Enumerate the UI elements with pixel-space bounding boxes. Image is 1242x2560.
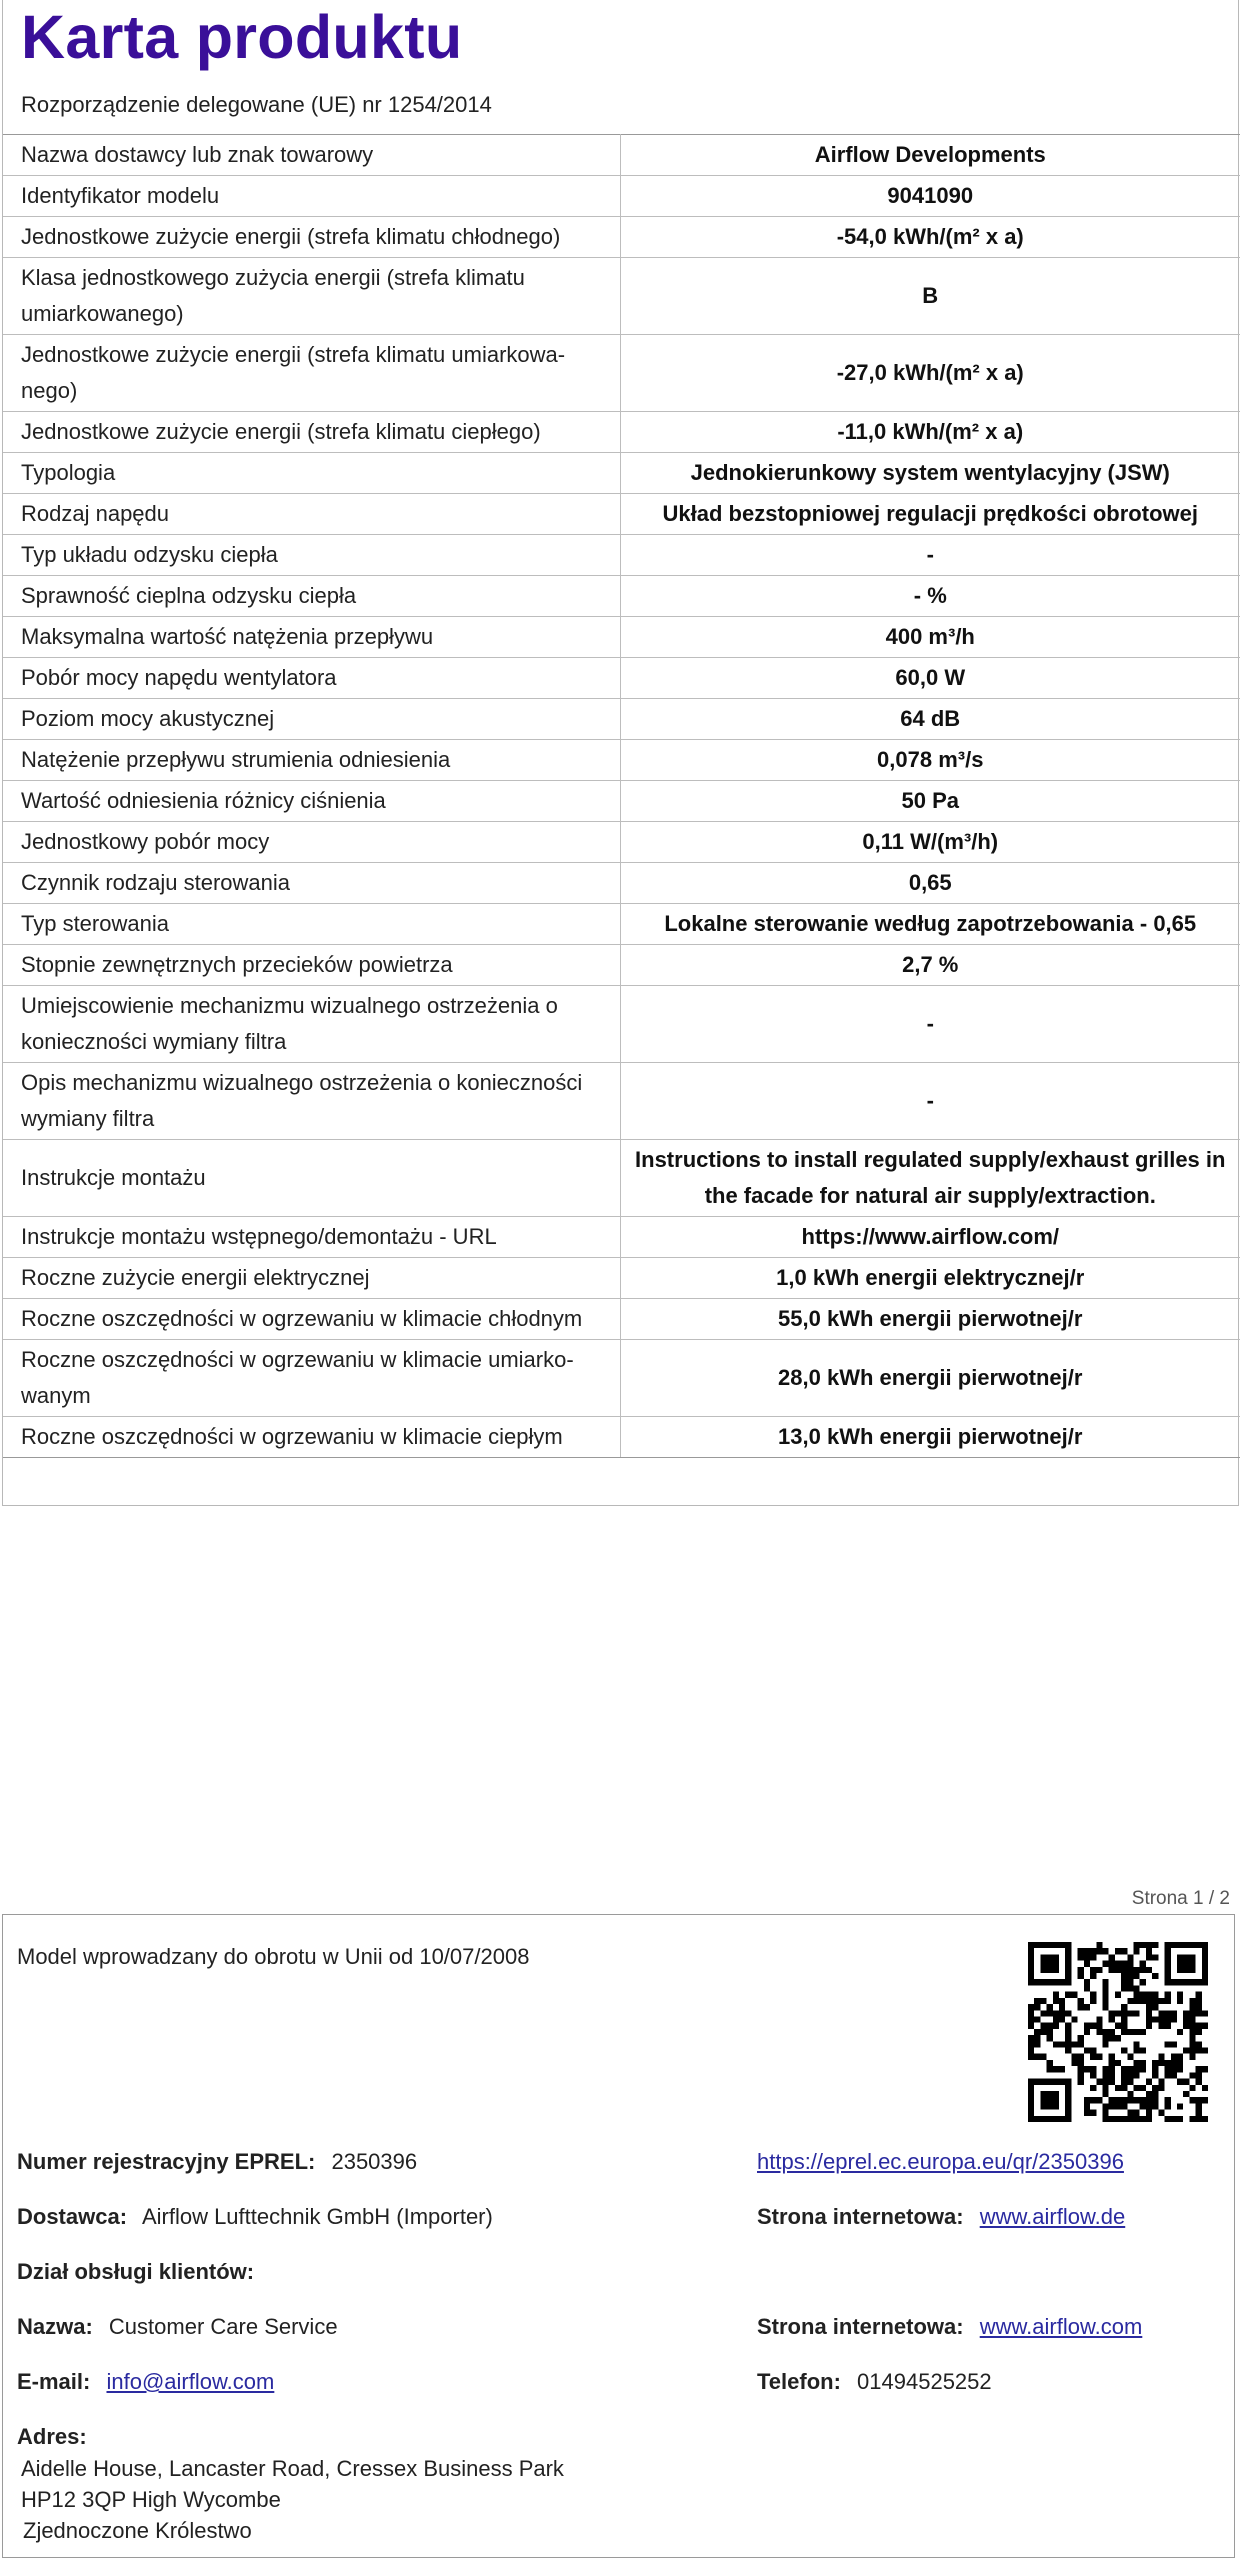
row-label: Jednostkowe zużycie energii (strefa klimatu umiarkowa-nego) [3, 335, 620, 412]
row-label: Jednostkowe zużycie energii (strefa klimatu chłodnego) [3, 217, 620, 258]
row-value: Jednokierunkowy system wentylacyjny (JSW) [620, 453, 1240, 494]
table-row [3, 335, 1240, 412]
name-label: Nazwa: [17, 2314, 93, 2339]
eprel-link[interactable]: https://eprel.ec.europa.eu/qr/2350396 [757, 2149, 1124, 2174]
page-title: Karta produktu [21, 3, 463, 71]
table-row [3, 986, 1240, 1063]
supplier-label: Dostawca: [17, 2204, 128, 2229]
table-row [3, 258, 1240, 335]
table-row [3, 1217, 1240, 1258]
cs-website-row [757, 2314, 1142, 2340]
table-row [3, 1063, 1240, 1140]
cs-name: Customer Care Service [108, 2314, 338, 2339]
row-value: B [620, 258, 1240, 335]
row-value: 9041090 [620, 176, 1240, 217]
row-value: 50 Pa [620, 781, 1240, 822]
row-label: Stopnie zewnętrznych przecieków powietrza [3, 945, 620, 986]
supplier-name: Airflow Lufttechnik GmbH (Importer) [141, 2204, 493, 2229]
website-label: Strona internetowa: [757, 2314, 964, 2339]
email-label: E-mail: [17, 2369, 91, 2394]
email-row [17, 2369, 274, 2395]
table-row [3, 904, 1240, 945]
row-value: 0,078 m³/s [620, 740, 1240, 781]
row-value: Lokalne sterowanie według zapotrzebowania - 0,65 [620, 904, 1240, 945]
table-row [3, 217, 1240, 258]
eprel-number: 2350396 [331, 2149, 418, 2174]
row-label: Jednostkowe zużycie energii (strefa klimatu ciepłego) [3, 412, 620, 453]
row-value: Układ bezstopniowej regulacji prędkości obrotowej [620, 494, 1240, 535]
table-row [3, 658, 1240, 699]
table-row [3, 535, 1240, 576]
row-label: Typologia [3, 453, 620, 494]
row-label: Maksymalna wartość natężenia przepływu [3, 617, 620, 658]
product-sheet [2, 0, 1239, 1506]
row-label: Roczne oszczędności w ogrzewaniu w klimacie umiarko-wanym [3, 1340, 620, 1417]
spec-table [3, 134, 1240, 1458]
table-row [3, 412, 1240, 453]
table-row [3, 1299, 1240, 1340]
supplier-website-row [757, 2204, 1125, 2230]
row-value: - [620, 986, 1240, 1063]
row-value: 0,11 W/(m³/h) [620, 822, 1240, 863]
phone-number: 01494525252 [857, 2369, 992, 2394]
table-row [3, 1340, 1240, 1417]
address-label: Adres: [17, 2424, 87, 2449]
table-row [3, 781, 1240, 822]
table-row [3, 1417, 1240, 1458]
eprel-row [17, 2149, 417, 2175]
row-value: 1,0 kWh energii elektrycznej/r [620, 1258, 1240, 1299]
row-label: Natężenie przepływu strumienia odniesienia [3, 740, 620, 781]
table-row [3, 740, 1240, 781]
row-label: Klasa jednostkowego zużycia energii (strefa klimatu umiarkowanego) [3, 258, 620, 335]
table-row [3, 576, 1240, 617]
row-value: https://www.airflow.com/ [620, 1217, 1240, 1258]
row-value: Instructions to install regulated supply/exhaust grilles in the facade for natural air supply/extraction. [620, 1140, 1240, 1217]
row-label: Roczne oszczędności w ogrzewaniu w klimacie ciepłym [3, 1417, 620, 1458]
table-row [3, 822, 1240, 863]
row-label: Instrukcje montażu wstępnego/demontażu - URL [3, 1217, 620, 1258]
row-value: - [620, 535, 1240, 576]
row-label: Czynnik rodzaju sterowania [3, 863, 620, 904]
cs-website-link[interactable]: www.airflow.com [979, 2314, 1143, 2339]
row-value: -11,0 kWh/(m² x a) [620, 412, 1240, 453]
table-row [3, 176, 1240, 217]
row-label: Nazwa dostawcy lub znak towarowy [3, 135, 620, 176]
eprel-label: Numer rejestracyjny EPREL: [17, 2149, 316, 2174]
qr-code[interactable] [1028, 1942, 1208, 2122]
row-label: Wartość odniesienia różnicy ciśnienia [3, 781, 620, 822]
regulation-reference: Rozporządzenie delegowane (UE) nr 1254/2014 [21, 92, 492, 117]
email-link[interactable]: info@airflow.com [106, 2369, 275, 2394]
cs-name-row [17, 2314, 338, 2340]
row-value: - [620, 1063, 1240, 1140]
row-value: -54,0 kWh/(m² x a) [620, 217, 1240, 258]
phone-label: Telefon: [757, 2369, 841, 2394]
address-line-2: HP12 3QP High Wycombe [21, 2487, 281, 2512]
address-line-3: Zjednoczone Królestwo [23, 2518, 252, 2543]
row-value: 64 dB [620, 699, 1240, 740]
row-label: Identyfikator modelu [3, 176, 620, 217]
row-value: 55,0 kWh energii pierwotnej/r [620, 1299, 1240, 1340]
address-line-1: Aidelle House, Lancaster Road, Cressex Business Park [21, 2456, 564, 2481]
customer-service-heading: Dział obsługi klientów: [17, 2259, 255, 2284]
supplier-row [17, 2204, 493, 2230]
row-value: 60,0 W [620, 658, 1240, 699]
row-label: Sprawność cieplna odzysku ciepła [3, 576, 620, 617]
row-label: Pobór mocy napędu wentylatora [3, 658, 620, 699]
table-row [3, 1140, 1240, 1217]
row-value: -27,0 kWh/(m² x a) [620, 335, 1240, 412]
table-row [3, 863, 1240, 904]
row-label: Rodzaj napędu [3, 494, 620, 535]
row-label: Umiejscowienie mechanizmu wizualnego ostrzeżenia o konieczności wymiany filtra [3, 986, 620, 1063]
row-value: 13,0 kWh energii pierwotnej/r [620, 1417, 1240, 1458]
row-label: Roczne oszczędności w ogrzewaniu w klimacie chłodnym [3, 1299, 620, 1340]
row-value: - % [620, 576, 1240, 617]
table-row [3, 135, 1240, 176]
row-label: Roczne zużycie energii elektrycznej [3, 1258, 620, 1299]
row-label: Typ układu odzysku ciepła [3, 535, 620, 576]
row-label: Jednostkowy pobór mocy [3, 822, 620, 863]
website-label: Strona internetowa: [757, 2204, 964, 2229]
table-row [3, 945, 1240, 986]
table-row [3, 699, 1240, 740]
supplier-website-link[interactable]: www.airflow.de [979, 2204, 1126, 2229]
table-row [3, 1258, 1240, 1299]
row-label: Poziom mocy akustycznej [3, 699, 620, 740]
footer-panel [2, 1914, 1235, 2558]
table-row [3, 453, 1240, 494]
row-label: Opis mechanizmu wizualnego ostrzeżenia o konieczności wymiany filtra [3, 1063, 620, 1140]
row-label: Instrukcje montażu [3, 1140, 620, 1217]
row-value: 28,0 kWh energii pierwotnej/r [620, 1340, 1240, 1417]
row-value: 400 m³/h [620, 617, 1240, 658]
row-label: Typ sterowania [3, 904, 620, 945]
row-value: 2,7 % [620, 945, 1240, 986]
phone-row [757, 2369, 992, 2395]
table-row [3, 494, 1240, 535]
page-number: Strona 1 / 2 [1131, 1888, 1230, 1909]
row-value: 0,65 [620, 863, 1240, 904]
market-date: Model wprowadzany do obrotu w Unii od 10/07/2008 [17, 1944, 530, 1969]
row-value: Airflow Developments [620, 135, 1240, 176]
table-row [3, 617, 1240, 658]
